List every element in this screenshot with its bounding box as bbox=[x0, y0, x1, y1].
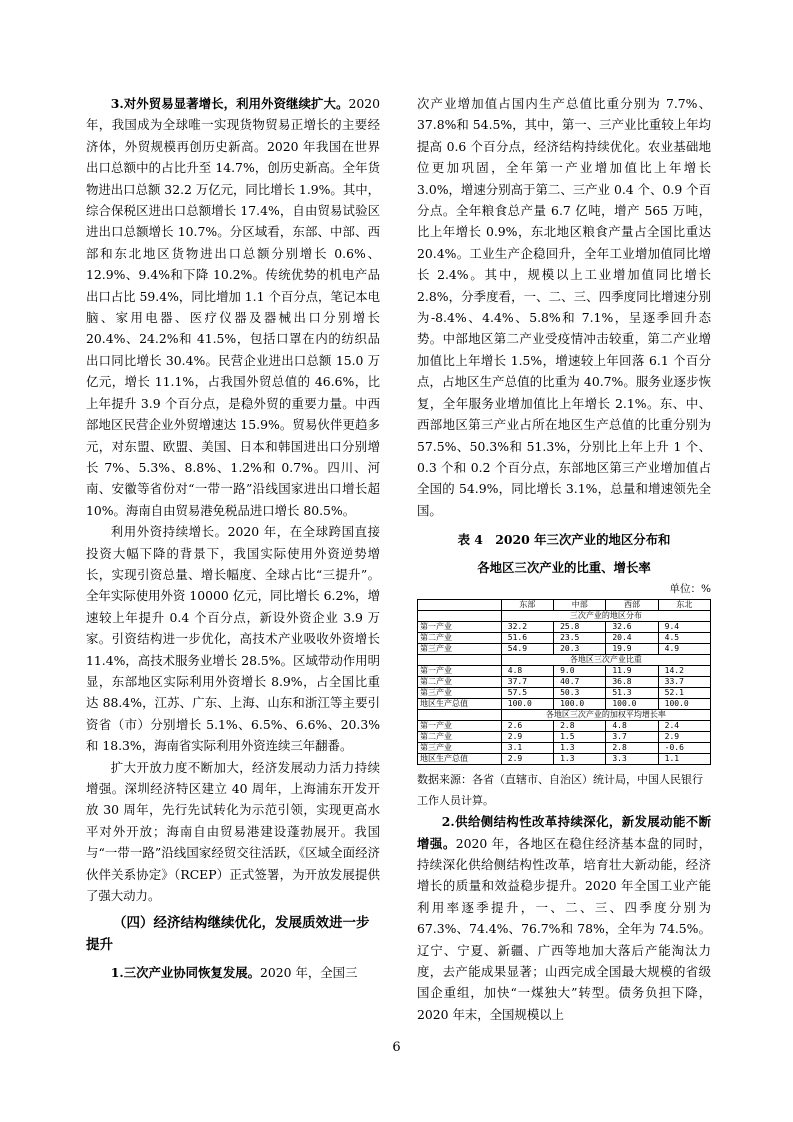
table-cell: 1.5 bbox=[554, 732, 606, 743]
row-label: 第三产业 bbox=[418, 688, 502, 699]
table-cell: 2.6 bbox=[501, 721, 553, 732]
subheader-empty-cell bbox=[418, 611, 502, 622]
table-cell: 37.7 bbox=[501, 677, 553, 688]
table-subheader-row bbox=[418, 655, 711, 666]
left-column bbox=[86, 93, 380, 984]
header-northeast: 东北 bbox=[658, 600, 710, 611]
table-subheader: 各地区三次产业的加权平均增长率 bbox=[501, 710, 710, 721]
table-cell: -0.6 bbox=[658, 743, 710, 754]
header-central: 中部 bbox=[554, 600, 606, 611]
table-cell: 2.9 bbox=[501, 754, 553, 765]
table-cell: 51.6 bbox=[501, 633, 553, 644]
table-cell: 11.9 bbox=[606, 666, 658, 677]
table-source: 数据来源：各省（直辖市、自治区）统计局，中国人民银行工作人员计算。 bbox=[417, 773, 703, 808]
table-cell: 32.2 bbox=[501, 622, 553, 633]
table-unit: 单位：% bbox=[669, 583, 711, 596]
paragraph-trade bbox=[86, 93, 380, 521]
heading-trade: 3.对外贸易显著增长，利用外资继续扩大。 bbox=[110, 96, 349, 111]
row-label: 第三产业 bbox=[418, 743, 502, 754]
industry-table bbox=[417, 599, 711, 765]
table-cell: 9.4 bbox=[658, 622, 710, 633]
table-subheader-row bbox=[418, 611, 711, 622]
table-row bbox=[418, 688, 711, 699]
table-cell: 14.2 bbox=[658, 666, 710, 677]
table-cell: 32.6 bbox=[606, 622, 658, 633]
table-cell: 40.7 bbox=[554, 677, 606, 688]
heading-industries: 1.三次产业协同恢复发展。 bbox=[110, 965, 261, 981]
table-row bbox=[418, 677, 711, 688]
table-cell: 100.0 bbox=[554, 699, 606, 710]
subheader-empty-cell bbox=[418, 710, 502, 721]
table-title-line-1: 表 4 2020 年三次产业的地区分布和 bbox=[457, 532, 671, 548]
table-cell: 50.3 bbox=[554, 688, 606, 699]
row-label: 地区生产总值 bbox=[418, 699, 502, 710]
table-cell: 19.9 bbox=[606, 644, 658, 655]
table-row bbox=[418, 699, 711, 710]
table-cell: 2.9 bbox=[501, 732, 553, 743]
table-row bbox=[418, 754, 711, 765]
table-cell: 100.0 bbox=[658, 699, 710, 710]
table-cell: 36.8 bbox=[606, 677, 658, 688]
table-row bbox=[418, 633, 711, 644]
section-heading: （四）经济结构继续优化，发展质效进一步提升 bbox=[86, 915, 370, 954]
table-row bbox=[418, 622, 711, 633]
table-cell: 1.3 bbox=[554, 743, 606, 754]
table-cell: 3.3 bbox=[606, 754, 658, 765]
table-row bbox=[418, 732, 711, 743]
table-cell: 51.3 bbox=[606, 688, 658, 699]
subheader-empty-cell bbox=[418, 655, 502, 666]
table-cell: 4.8 bbox=[501, 666, 553, 677]
table-cell: 54.9 bbox=[501, 644, 553, 655]
table-title-line-2: 各地区三次产业的比重、增长率 bbox=[477, 560, 651, 576]
table-cell: 2.8 bbox=[554, 721, 606, 732]
row-label: 第一产业 bbox=[418, 622, 502, 633]
table-cell: 57.5 bbox=[501, 688, 553, 699]
table-cell: 4.9 bbox=[658, 644, 710, 655]
table-header-row bbox=[418, 600, 711, 611]
table-row bbox=[418, 666, 711, 677]
row-label: 第二产业 bbox=[418, 677, 502, 688]
table-subheader: 各地区三次产业比重 bbox=[501, 655, 710, 666]
page-number: 6 bbox=[392, 1040, 401, 1055]
table-cell: 33.7 bbox=[658, 677, 710, 688]
table-cell: 52.1 bbox=[658, 688, 710, 699]
table-cell: 2.4 bbox=[658, 721, 710, 732]
table-cell: 100.0 bbox=[606, 699, 658, 710]
header-west: 西部 bbox=[606, 600, 658, 611]
table-cell: 23.5 bbox=[554, 633, 606, 644]
table-subheader-row bbox=[418, 710, 711, 721]
row-label: 第一产业 bbox=[418, 666, 502, 677]
row-label: 第三产业 bbox=[418, 644, 502, 655]
table-row bbox=[418, 644, 711, 655]
table-body bbox=[418, 611, 711, 765]
table-row bbox=[418, 743, 711, 754]
table-row bbox=[418, 721, 711, 732]
table-cell: 3.1 bbox=[501, 743, 553, 754]
table-cell: 20.3 bbox=[554, 644, 606, 655]
table-cell: 25.8 bbox=[554, 622, 606, 633]
table-cell: 1.3 bbox=[554, 754, 606, 765]
header-blank bbox=[418, 600, 502, 611]
table-cell: 4.5 bbox=[658, 633, 710, 644]
paragraph-industries-continued: 次产业增加值占国内生产总值比重分别为 7.7%、37.8%和 54.5%，其中，第一、三产业比重较上年均提高 0.6 个百分点，经济结构持续优化。农业基础地位更加巩固，全年第一产业增加值比上年增长 3.0%，增速分别高于第二、三产业 0.4 个、0.9 个百分点。全年粮食总产量 6.7 亿吨，增产 565 万吨，比上年增长 0.9%，东北地区粮食产量占全国比重达 20.4%。工业生产企稳回升，全年工业增加值同比增长 2.4%。其中，规模以上工业增加值同比增长 2.8%，分季度看，一、二、三、四季度同比增速分别为-8.4%、4.4%、5.8%和 7.1%，呈逐季回升态势。中部地区第二产业受疫情冲击较重，第二产业增加值比上年增长 1.5%，增速较上年回落 6.1 个百分点，占地区生产总值的比重为 40.7%。服务业逐步恢复，全年服务业增加值比上年增长 2.1%。东、中、西部地区第三产业占所在地区生产总值的比重分别为 57.5%、50.3%和 51.3%，分别比上年上升 1 个、0.3 个和 0.2 个百分点，东部地区第三产业增加值占全国的 54.9%，同比增长 3.1%，总量和增速领先全国。 bbox=[417, 96, 711, 518]
table-cell: 9.0 bbox=[554, 666, 606, 677]
paragraph-supply-side bbox=[417, 811, 711, 1025]
table-cell: 4.8 bbox=[606, 721, 658, 732]
row-label: 第二产业 bbox=[418, 732, 502, 743]
header-east: 东部 bbox=[501, 600, 553, 611]
heading-supply-side: 2.供给侧结构性改革持续深化，新发展动能不断增强。 bbox=[417, 814, 711, 851]
supply-side-body: 2020 年，各地区在稳住经济基本盘的同时，持续深化供给侧结构性改革，培育壮大新动能，经济增长的质量和效益稳步提升。2020 年全国工业产能利用率逐季提升，一、二、三、四季度分别为 67.3%、74.4%、76.7%和 78%，全年为 74.5%。辽宁、宁夏、新疆、广西等地加大落后产能淘汰力度，去产能成果显著；山西完成全国最大规模的省级国企重组，加快“一煤独大”转型。债务负担下降，2020 年末，全国规模以上 bbox=[417, 835, 711, 1022]
row-label: 地区生产总值 bbox=[418, 754, 502, 765]
industries-body: 2020 年，全国三 bbox=[260, 965, 358, 981]
paragraph-opening-up: 扩大开放力度不断加大，经济发展动力活力持续增强。深圳经济特区建立 40 周年，上海浦东开发开放 30 周年，先行先试转化为示范引领，实现更高水平对外开放；海南自由贸易港建设蓬勃展开。我国与“一带一路”沿线国家经贸交往活跃，《区域全面经济伙伴关系协定》（RCEP）正式签署，为开放发展提供了强大动力。 bbox=[86, 759, 380, 904]
row-label: 第一产业 bbox=[418, 721, 502, 732]
table-cell: 3.7 bbox=[606, 732, 658, 743]
paragraph-foreign-investment: 利用外资持续增长。2020 年，在全球跨国直接投资大幅下降的背景下，我国实际使用外资逆势增长，实现引资总量、增长幅度、全球占比“三提升”。全年实际使用外资 10000 亿元，同比增长 6.2%，增速较上年提升 0.4 个百分点，新设外资企业 3.9 万家。引资结构进一步优化，高技术产业吸收外资增长 11.4%，高技术服务业增长 28.5%。区域带动作用明显，东部地区实际利用外资增长 8.9%，占全国比重达 88.4%，江苏、广东、上海、山东和浙江等主要引资省（市）分别增长 5.1%、6.5%、6.6%、20.3%和 18.3%，海南省实际利用外资连续三年翻番。 bbox=[86, 524, 380, 754]
table-cell: 2.8 bbox=[606, 743, 658, 754]
right-column bbox=[417, 93, 711, 1025]
row-label: 第二产业 bbox=[418, 633, 502, 644]
paragraph-industries bbox=[86, 962, 380, 983]
table-cell: 1.1 bbox=[658, 754, 710, 765]
table-cell: 2.9 bbox=[658, 732, 710, 743]
trade-body: 2020 年，我国成为全球唯一实现货物贸易正增长的主要经济体，外贸规模再创历史新高。2020 年我国在世界出口总额中的占比升至 14.7%，创历史新高。全年货物进出口总额 32.2 万亿元，同比增长 1.9%。其中，综合保税区进出口总额增长 17.4%，自由贸易试验区进出口总额增长 10.7%。分区域看，东部、中部、西部和东北地区货物进出口总额分别增长 0.6%、12.9%、9.4%和下降 10.2%。传统优势的机电产品出口占比 59.4%，同比增加 1.1 个百分点，笔记本电脑、家用电器、医疗仪器及器械出口分别增长 20.4%、24.2%和 41.5%，包括口罩在内的纺织品出口同比增长 30.4%。民营企业进出口总额 15.0 万亿元，增长 11.1%，占我国外贸总值的 46.6%，比上年提升 3.9 个百分点，是稳外贸的重要力量。中西部地区民营企业外贸增速达 15.9%。贸易伙伴更趋多元，对东盟、欧盟、美国、日本和韩国进出口分别增长 7%、5.3%、8.8%、1.2%和 0.7%。四川、河南、安徽等省份对“一带一路”沿线国家进出口增长超 10%。海南自由贸易港免税品进口增长 80.5%。 bbox=[86, 96, 380, 518]
table-cell: 20.4 bbox=[606, 633, 658, 644]
table-subheader: 三次产业的地区分布 bbox=[501, 611, 710, 622]
table-cell: 100.0 bbox=[501, 699, 553, 710]
